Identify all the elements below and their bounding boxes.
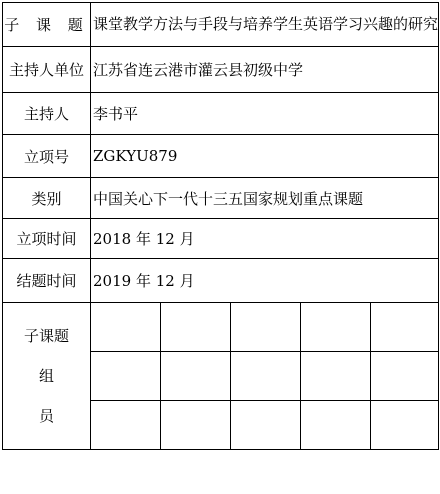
approval-time-value: 2018 年 12 月 bbox=[91, 219, 439, 259]
members-label-line1: 子课题 bbox=[23, 327, 69, 345]
category-value: 中国关心下一代十三五国家规划重点课题 bbox=[91, 178, 439, 219]
member-cell bbox=[161, 401, 231, 450]
members-row-1 bbox=[3, 303, 439, 352]
conclusion-time-value: 2019 年 12 月 bbox=[91, 259, 439, 303]
member-cell bbox=[301, 352, 371, 401]
category-label: 类别 bbox=[3, 178, 91, 219]
topic-label: 子 课 题 bbox=[3, 3, 91, 47]
member-cell bbox=[231, 401, 301, 450]
member-cell bbox=[371, 352, 439, 401]
members-label-line2: 组 员 bbox=[38, 367, 68, 425]
project-info-form bbox=[2, 2, 438, 492]
row-approval-time bbox=[3, 219, 439, 259]
member-cell bbox=[231, 303, 301, 352]
member-cell bbox=[161, 303, 231, 352]
project-no-label: 立项号 bbox=[3, 135, 91, 178]
member-cell bbox=[91, 352, 161, 401]
member-cell bbox=[301, 303, 371, 352]
conclusion-time-label: 结题时间 bbox=[3, 259, 91, 303]
member-cell bbox=[301, 401, 371, 450]
member-cell bbox=[371, 401, 439, 450]
project-no-value: ZGKYU879 bbox=[91, 135, 439, 178]
row-topic bbox=[3, 3, 439, 47]
member-cell bbox=[91, 401, 161, 450]
row-conclusion-time bbox=[3, 259, 439, 303]
host-value: 李书平 bbox=[91, 93, 439, 135]
form-table bbox=[2, 2, 439, 450]
approval-time-label: 立项时间 bbox=[3, 219, 91, 259]
members-label bbox=[3, 303, 91, 450]
member-cell bbox=[91, 303, 161, 352]
member-cell bbox=[371, 303, 439, 352]
host-unit-value: 江苏省连云港市灌云县初级中学 bbox=[91, 47, 439, 93]
row-host bbox=[3, 93, 439, 135]
host-label: 主持人 bbox=[3, 93, 91, 135]
member-cell bbox=[161, 352, 231, 401]
row-project-no bbox=[3, 135, 439, 178]
member-cell bbox=[231, 352, 301, 401]
topic-value: 课堂教学方法与手段与培养学生英语学习兴趣的研究 bbox=[91, 3, 439, 47]
row-host-unit bbox=[3, 47, 439, 93]
host-unit-label: 主持人单位 bbox=[3, 47, 91, 93]
row-category bbox=[3, 178, 439, 219]
